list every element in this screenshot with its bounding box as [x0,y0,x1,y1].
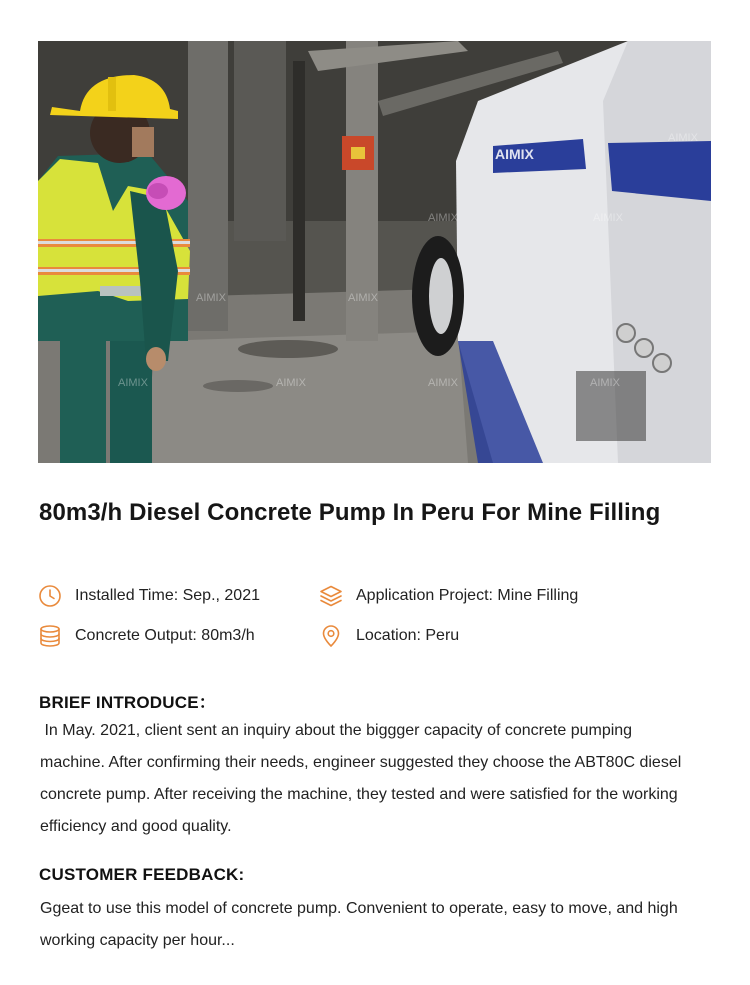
watermark: AIMIX [276,377,306,389]
layers-icon [319,584,343,608]
brief-text: In May. 2021, client sent an inquiry about the biggger capacity of concrete pumping machine. After confirming their needs, engineer suggested they choose the ABT80C diesel concrete pump. After receiving the machine, they tested and were satisfied for the working efficiency and good quality. [40,722,686,835]
map-pin-icon [319,624,343,648]
watermark: AIMIX [428,377,458,389]
meta-location [319,623,459,649]
concrete-output-text: Concrete Output: 80m3/h [75,627,255,644]
meta-concrete-output [38,623,255,649]
page-title: 80m3/h Diesel Concrete Pump In Peru For Mine Filling [39,499,661,526]
application-project-text: Application Project: Mine Filling [356,587,579,604]
feedback-text: Ggeat to use this model of concrete pump. Convenient to operate, easy to move, and high working capacity per hour... [40,900,678,949]
brief-heading: BRIEF INTRODUCE： [39,693,216,712]
location-text: Location: Peru [356,627,460,644]
installed-time-text: Installed Time: Sep., 2021 [75,587,260,604]
database-icon [38,624,62,648]
svg-text:AIMIX: AIMIX [495,146,534,162]
meta-application-project [319,583,578,609]
watermark: AIMIX [590,377,620,389]
watermark: AIMIX [196,292,226,304]
watermark: AIMIX [428,212,458,224]
watermark: AIMIX [348,292,378,304]
watermark: AIMIX [668,132,698,144]
feedback-heading: CUSTOMER FEEDBACK: [39,865,245,884]
watermark: AIMIX [118,377,148,389]
project-photo [38,41,711,463]
meta-installed-time [38,583,260,609]
watermark: AIMIX [593,212,623,224]
clock-icon [38,584,62,608]
